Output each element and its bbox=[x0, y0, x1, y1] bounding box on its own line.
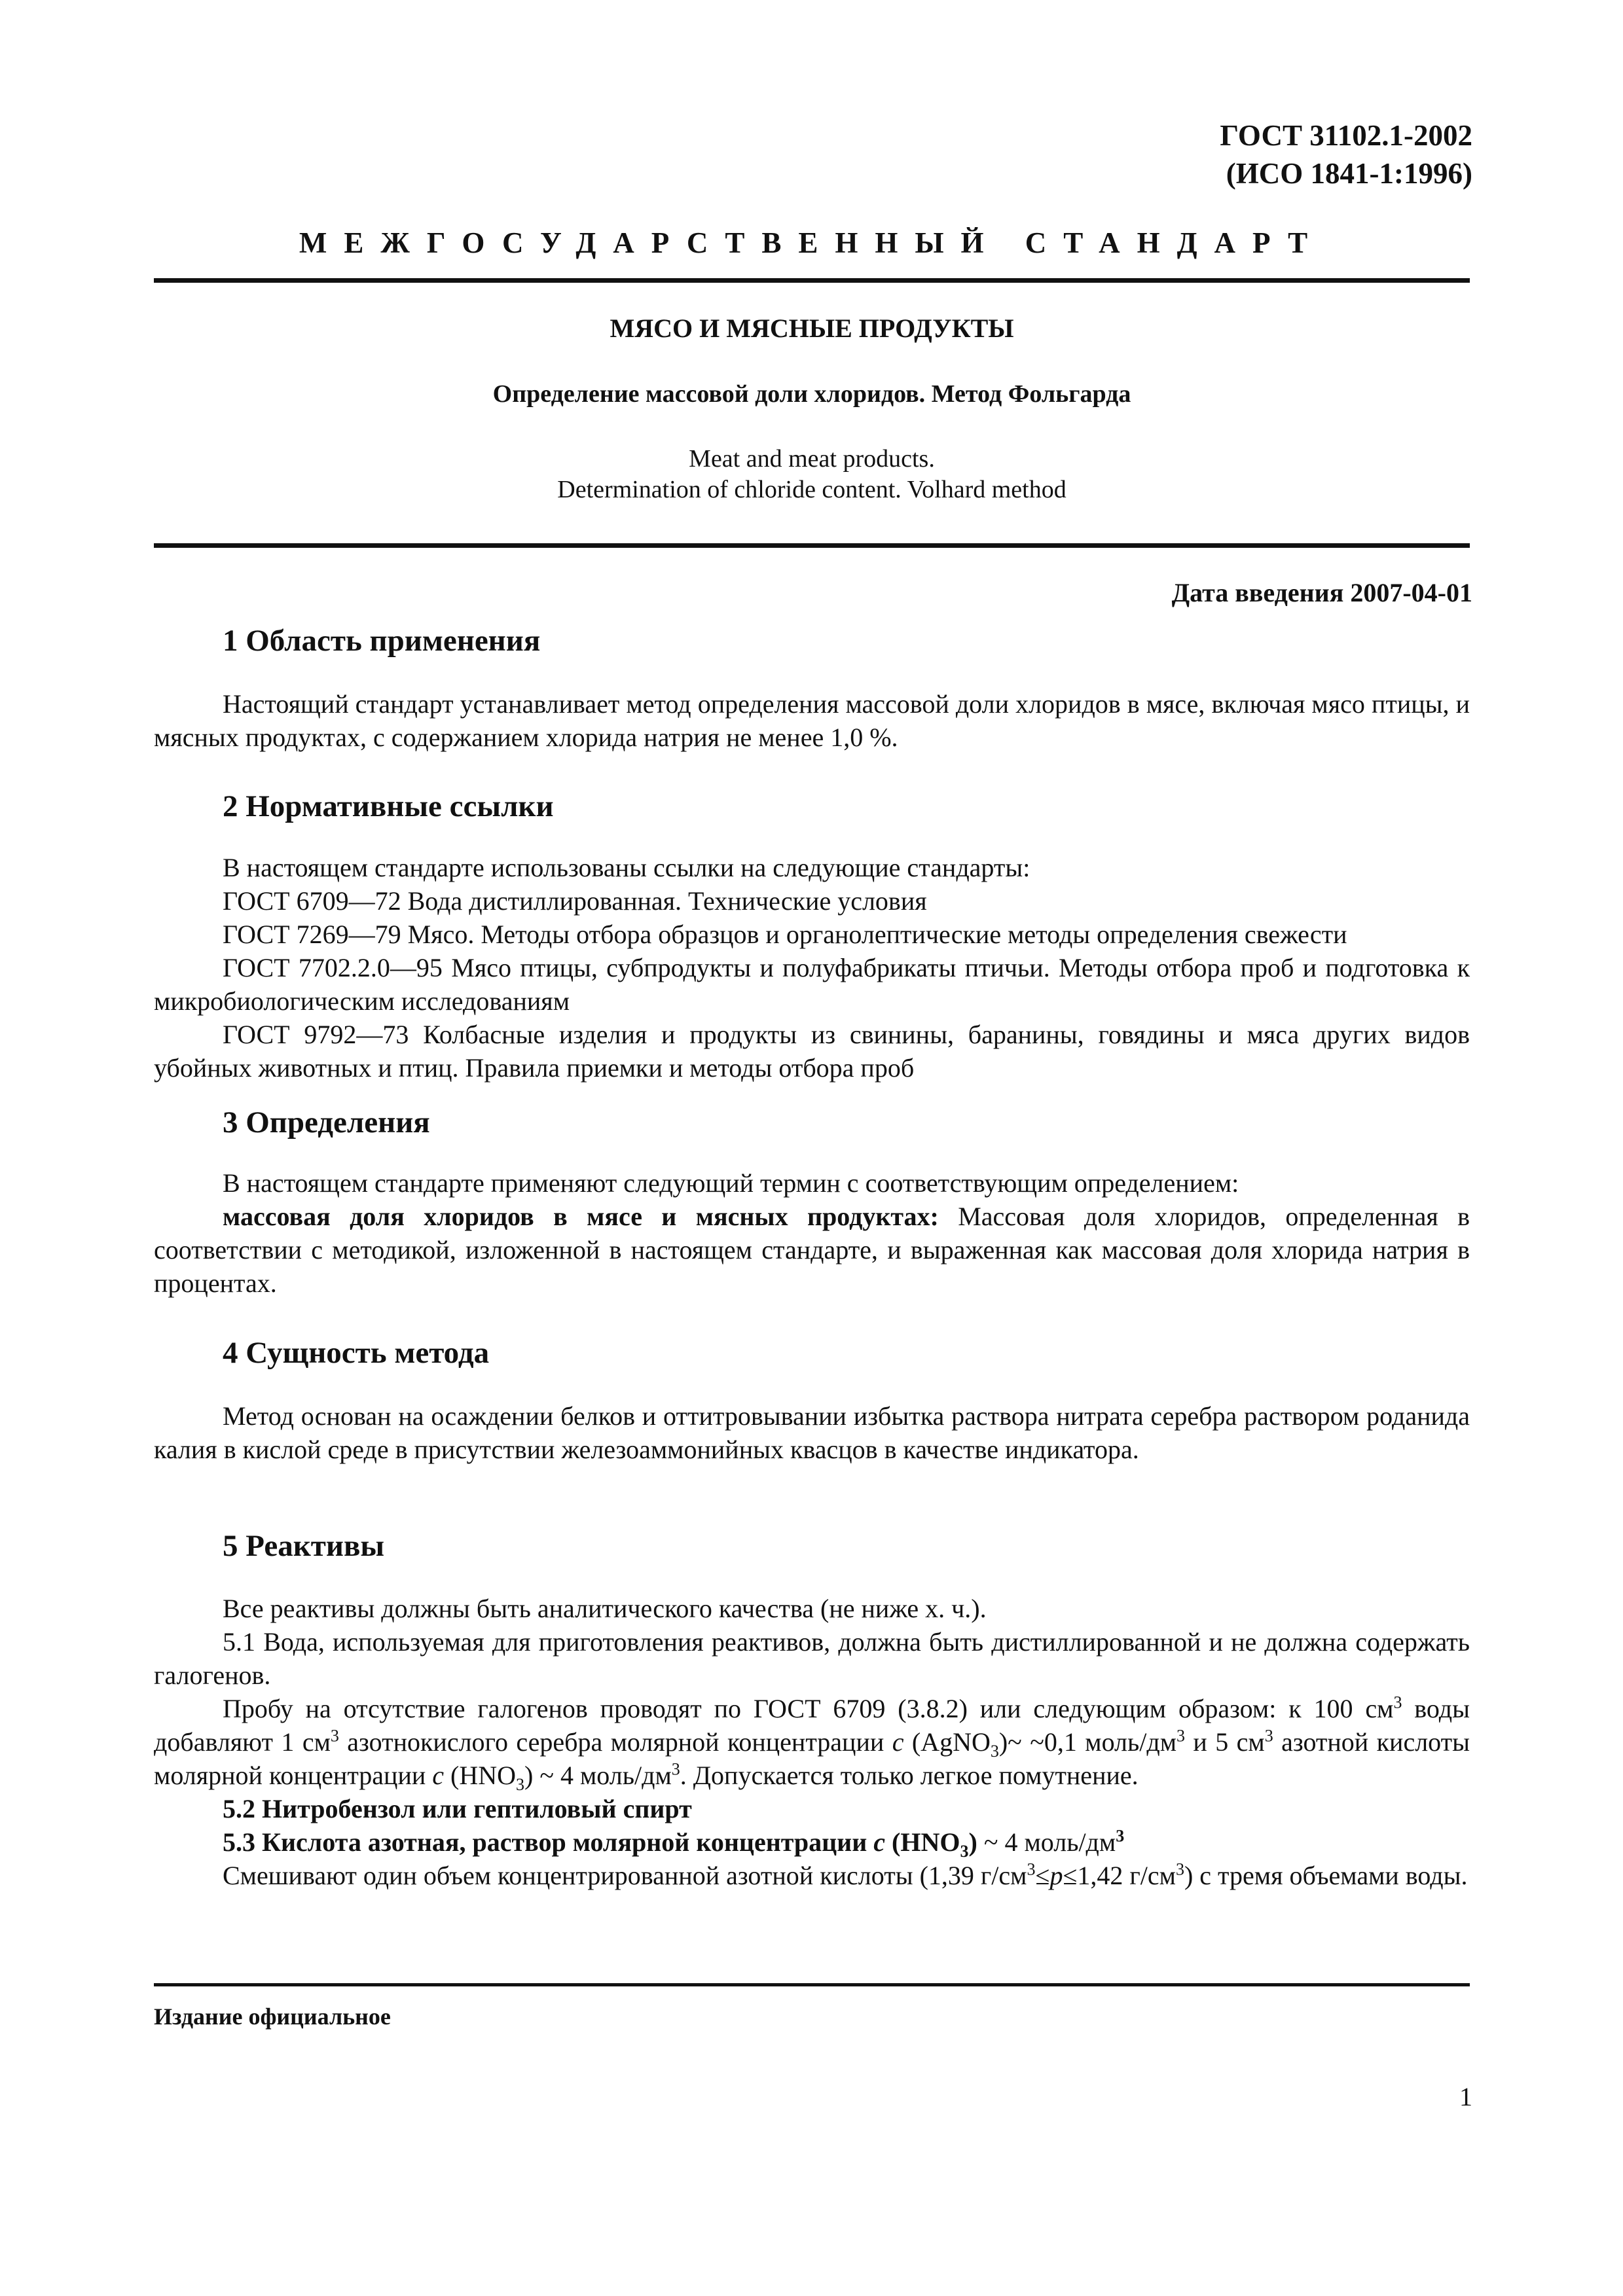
mixing-text: ≤1,42 г/см bbox=[1063, 1861, 1176, 1890]
concentration-symbol: c bbox=[892, 1727, 904, 1757]
halogen-test-text: . Допускается только легкое помутнение. bbox=[680, 1761, 1139, 1790]
halogen-test-text: азотной кислоты молярной концентрации bbox=[154, 1727, 1470, 1790]
section-5-intro: Все реактивы должны быть аналитического качества (не ниже х. ч.). bbox=[223, 1594, 987, 1623]
halogen-test-text: )~ ~0,1 моль/дм bbox=[998, 1727, 1177, 1757]
official-edition-label: Издание официальное bbox=[154, 2003, 391, 2030]
english-title-line-2: Determination of chloride content. Volhard method bbox=[557, 476, 1067, 503]
section-4-heading: 4 Сущность метода bbox=[223, 1336, 490, 1370]
section-3-intro: В настоящем стандарте применяют следующий термин с соответствующим определением: bbox=[223, 1168, 1239, 1198]
superscript: 3 bbox=[330, 1726, 339, 1746]
halogen-test-text: и 5 см bbox=[1185, 1727, 1265, 1757]
document-title: МЯСО И МЯСНЫЕ ПРОДУКТЫ bbox=[610, 314, 1014, 343]
mixing-text: Смешивают один объем концентрированной азотной кислоты (1,39 г/см bbox=[223, 1861, 1027, 1890]
header-rule-top bbox=[154, 278, 1470, 283]
clause-5-3-text: (HNO bbox=[885, 1827, 960, 1857]
header-rule-bottom bbox=[154, 543, 1470, 548]
english-title-line-1: Meat and meat products. bbox=[689, 445, 935, 473]
concentration-symbol: c bbox=[432, 1761, 445, 1790]
section-1-heading: 1 Область применения bbox=[223, 624, 541, 658]
superscript: 3 bbox=[671, 1759, 680, 1779]
gost-code-block bbox=[1220, 117, 1472, 192]
superscript: 3 bbox=[1027, 1859, 1036, 1879]
section-2-body bbox=[154, 851, 1470, 1085]
section-3-heading: 3 Определения bbox=[223, 1105, 430, 1139]
halogen-test-text: Пробу на отсутствие галогенов проводят по ГОСТ 6709 (3.8.2) или следующим образом: к 100 см bbox=[223, 1694, 1394, 1723]
halogen-test-text: (HNO bbox=[444, 1761, 517, 1790]
reference-item: ГОСТ 7269—79 Мясо. Методы отбора образцов и органолептические методы определения свежести bbox=[223, 920, 1347, 949]
definition-paragraph bbox=[154, 1200, 1470, 1300]
superscript: 3 bbox=[1175, 1859, 1184, 1879]
mixing-text: ) с тремя объемами воды. bbox=[1184, 1861, 1468, 1890]
clause-5-3-text: ~ 4 моль/дм bbox=[977, 1827, 1116, 1857]
iso-number: (ИСО 1841-1:1996) bbox=[1226, 157, 1472, 190]
halogen-test-text: (AgNO bbox=[903, 1727, 991, 1757]
clause-5-2: 5.2 Нитробензол или гептиловый спирт bbox=[223, 1794, 692, 1823]
reference-item: ГОСТ 7702.2.0—95 Мясо птицы, субпродукты и полуфабрикаты птичьи. Методы отбора проб и подготовка к микробиологическим исследованиям bbox=[154, 953, 1470, 1016]
clause-5-3-text: ) bbox=[968, 1827, 977, 1857]
term-definition: Массовая доля хлоридов, определенная в соответствии с методикой, изложенной в настоящем стандарте, и выраженная как массовая доля хлорида натрия в процентах. bbox=[154, 1202, 1470, 1298]
section-1-body bbox=[154, 687, 1470, 754]
section-1-text: Настоящий стандарт устанавливает метод определения массовой доли хлоридов в мясе, включая мясо птицы, и мясных продуктах, с содержанием хлорида натрия не менее 1,0 %. bbox=[154, 689, 1470, 752]
mixing-paragraph bbox=[154, 1859, 1470, 1892]
reference-item: ГОСТ 9792—73 Колбасные изделия и продукты из свинины, баранины, говядины и мяса других видов убойных животных и птиц. Правила приемки и методы отбора проб bbox=[154, 1020, 1470, 1083]
subscript: 3 bbox=[960, 1842, 969, 1861]
document-subtitle: Определение массовой доли хлоридов. Метод Фольгарда bbox=[492, 380, 1131, 408]
interstate-standard-label: МЕЖГОСУДАРСТВЕННЫЙ СТАНДАРТ bbox=[299, 226, 1325, 259]
section-3-body bbox=[154, 1166, 1470, 1300]
halogen-test-text: азотнокислого серебра молярной концентрации bbox=[338, 1727, 892, 1757]
section-5-heading: 5 Реактивы bbox=[223, 1529, 385, 1563]
halogen-test-text: ) ~ 4 моль/дм bbox=[524, 1761, 672, 1790]
clause-5-3 bbox=[154, 1825, 1470, 1859]
concentration-symbol: c bbox=[873, 1827, 886, 1857]
subscript: 3 bbox=[990, 1742, 999, 1761]
section-2-heading: 2 Нормативные ссылки bbox=[223, 789, 554, 823]
clause-5-3-text: 5.3 Кислота азотная, раствор молярной концентрации bbox=[223, 1827, 874, 1857]
density-symbol: p bbox=[1049, 1861, 1063, 1890]
section-4-body bbox=[154, 1399, 1470, 1466]
halogen-test-text: воды добавляют 1 см bbox=[154, 1694, 1470, 1757]
page-number: 1 bbox=[1459, 2082, 1472, 2111]
gost-number: ГОСТ 31102.1-2002 bbox=[1220, 119, 1472, 152]
reference-item: ГОСТ 6709—72 Вода дистиллированная. Технические условия bbox=[223, 886, 927, 916]
halogen-test-paragraph bbox=[154, 1692, 1470, 1792]
english-title bbox=[154, 444, 1470, 505]
subscript: 3 bbox=[516, 1775, 525, 1794]
defined-term: массовая доля хлоридов в мясе и мясных продуктах: bbox=[223, 1202, 939, 1231]
footer-rule bbox=[154, 1983, 1470, 1986]
superscript: 3 bbox=[1264, 1726, 1273, 1746]
superscript: 3 bbox=[1393, 1693, 1402, 1712]
superscript: 3 bbox=[1176, 1726, 1186, 1746]
clause-5-1: 5.1 Вода, используемая для приготовления реактивов, должна быть дистиллированной и не должна содержать галогенов. bbox=[154, 1627, 1470, 1690]
section-4-text: Метод основан на осаждении белков и оттитровывании избытка раствора нитрата серебра раствором роданида калия в кислой среде в присутствии железоаммонийных квасцов в качестве индикатора. bbox=[154, 1401, 1470, 1464]
section-5-body bbox=[154, 1592, 1470, 1892]
mixing-text: ≤ bbox=[1035, 1861, 1050, 1890]
section-2-intro: В настоящем стандарте использованы ссылки на следующие стандарты: bbox=[223, 853, 1030, 882]
superscript: 3 bbox=[1116, 1826, 1125, 1846]
date-of-introduction: Дата введения 2007-04-01 bbox=[1171, 578, 1472, 607]
